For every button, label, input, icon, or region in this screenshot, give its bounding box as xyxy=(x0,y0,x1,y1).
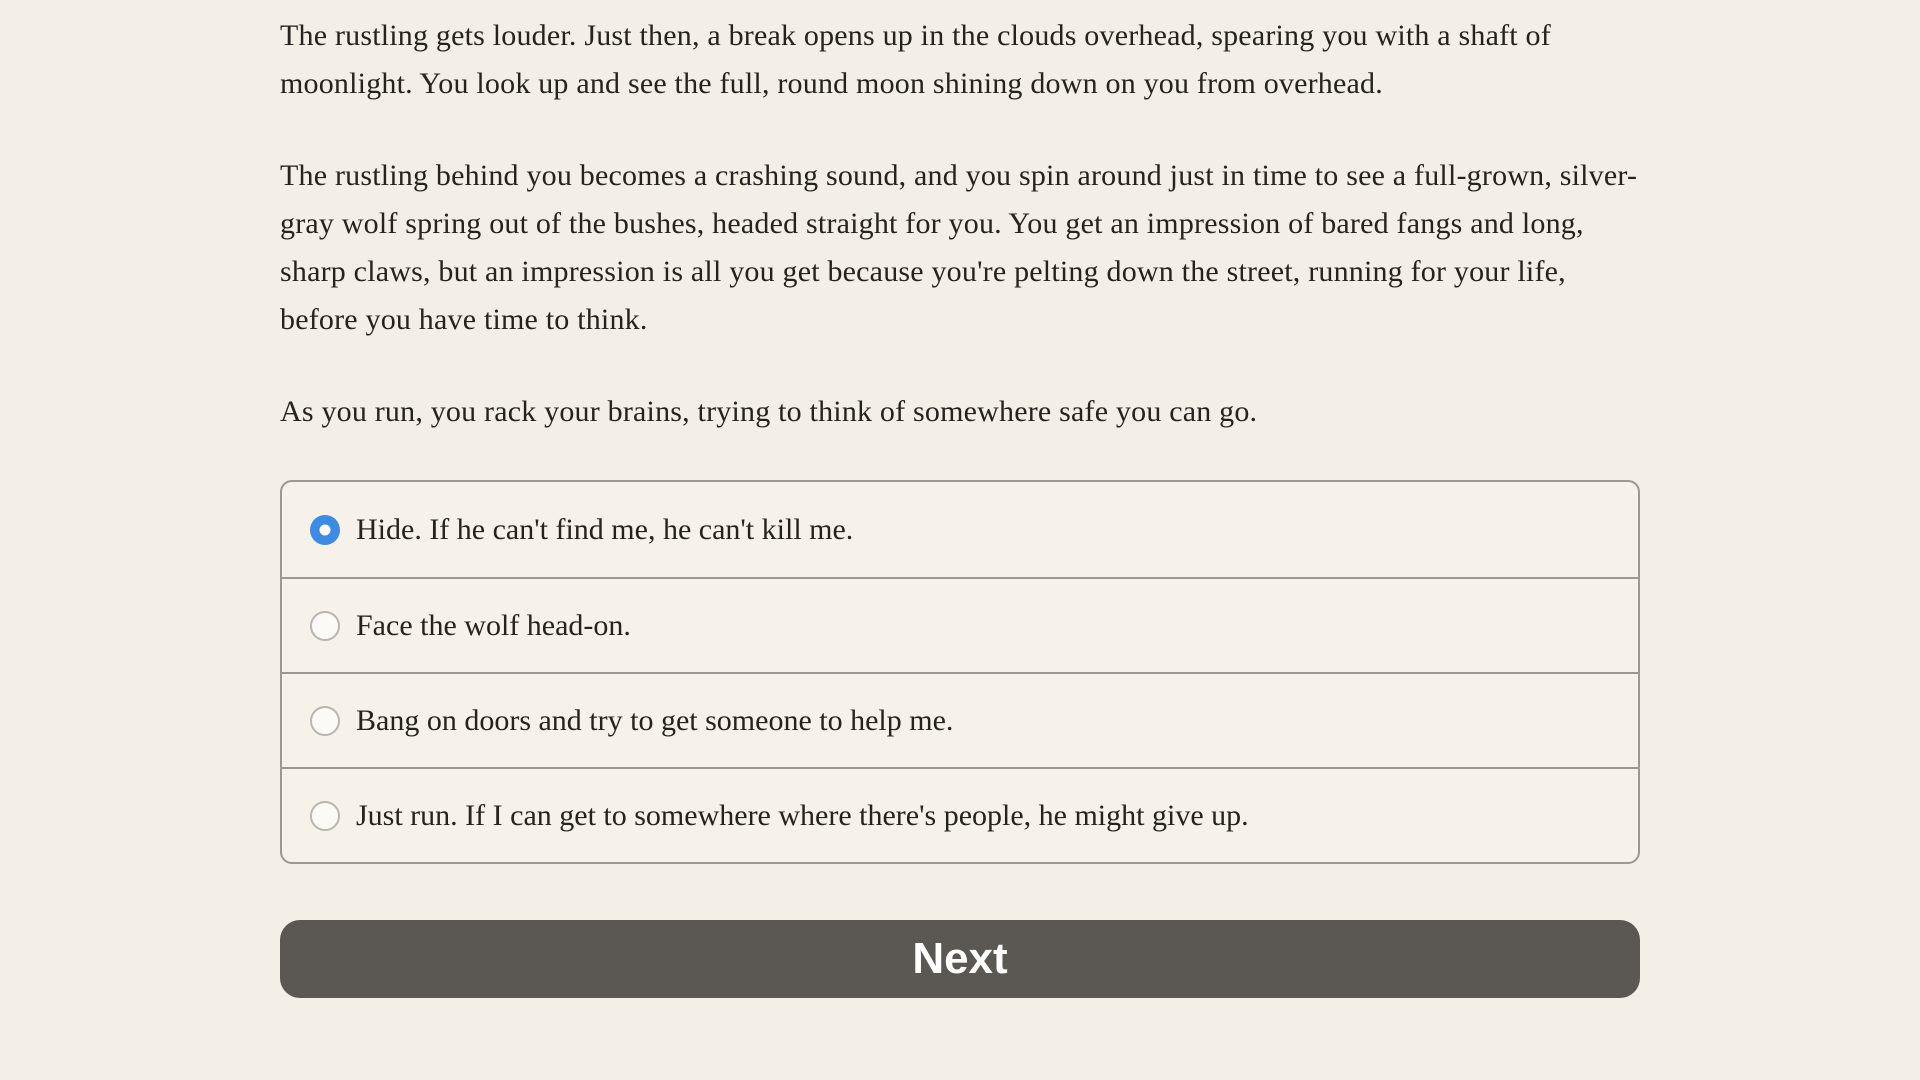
choice-option[interactable] xyxy=(282,767,1638,862)
choice-option[interactable] xyxy=(282,672,1638,767)
next-button[interactable]: Next xyxy=(280,920,1640,998)
choice-label: Just run. If I can get to somewhere where there's people, he might give up. xyxy=(356,798,1249,832)
choice-label: Face the wolf head-on. xyxy=(356,608,631,642)
story-paragraph: As you run, you rack your brains, trying to think of somewhere safe you can go. xyxy=(280,395,1258,428)
choice-label: Bang on doors and try to get someone to help me. xyxy=(356,703,954,737)
story-text xyxy=(280,12,1640,436)
radio-unselected-icon[interactable] xyxy=(310,611,340,641)
choice-option[interactable] xyxy=(282,482,1638,577)
radio-selected-icon[interactable] xyxy=(310,515,340,545)
radio-unselected-icon[interactable] xyxy=(310,706,340,736)
choice-option[interactable] xyxy=(282,577,1638,672)
story-paragraph: The rustling behind you becomes a crashing sound, and you spin around just in time to see a full-grown, silver-gray wolf spring out of the bushes, headed straight for you. You get an impression of bared fangs and long, sharp claws, but an impression is all you get because you're pelting down the street, running for your life, before you have time to think. xyxy=(280,159,1638,336)
story-paragraph: The rustling gets louder. Just then, a break opens up in the clouds overhead, spearing you with a shaft of moonlight. You look up and see the full, round moon shining down on you from overhead. xyxy=(280,19,1551,100)
choice-list xyxy=(280,480,1640,864)
radio-unselected-icon[interactable] xyxy=(310,801,340,831)
choice-label: Hide. If he can't find me, he can't kill me. xyxy=(356,512,854,546)
game-page xyxy=(280,0,1640,998)
